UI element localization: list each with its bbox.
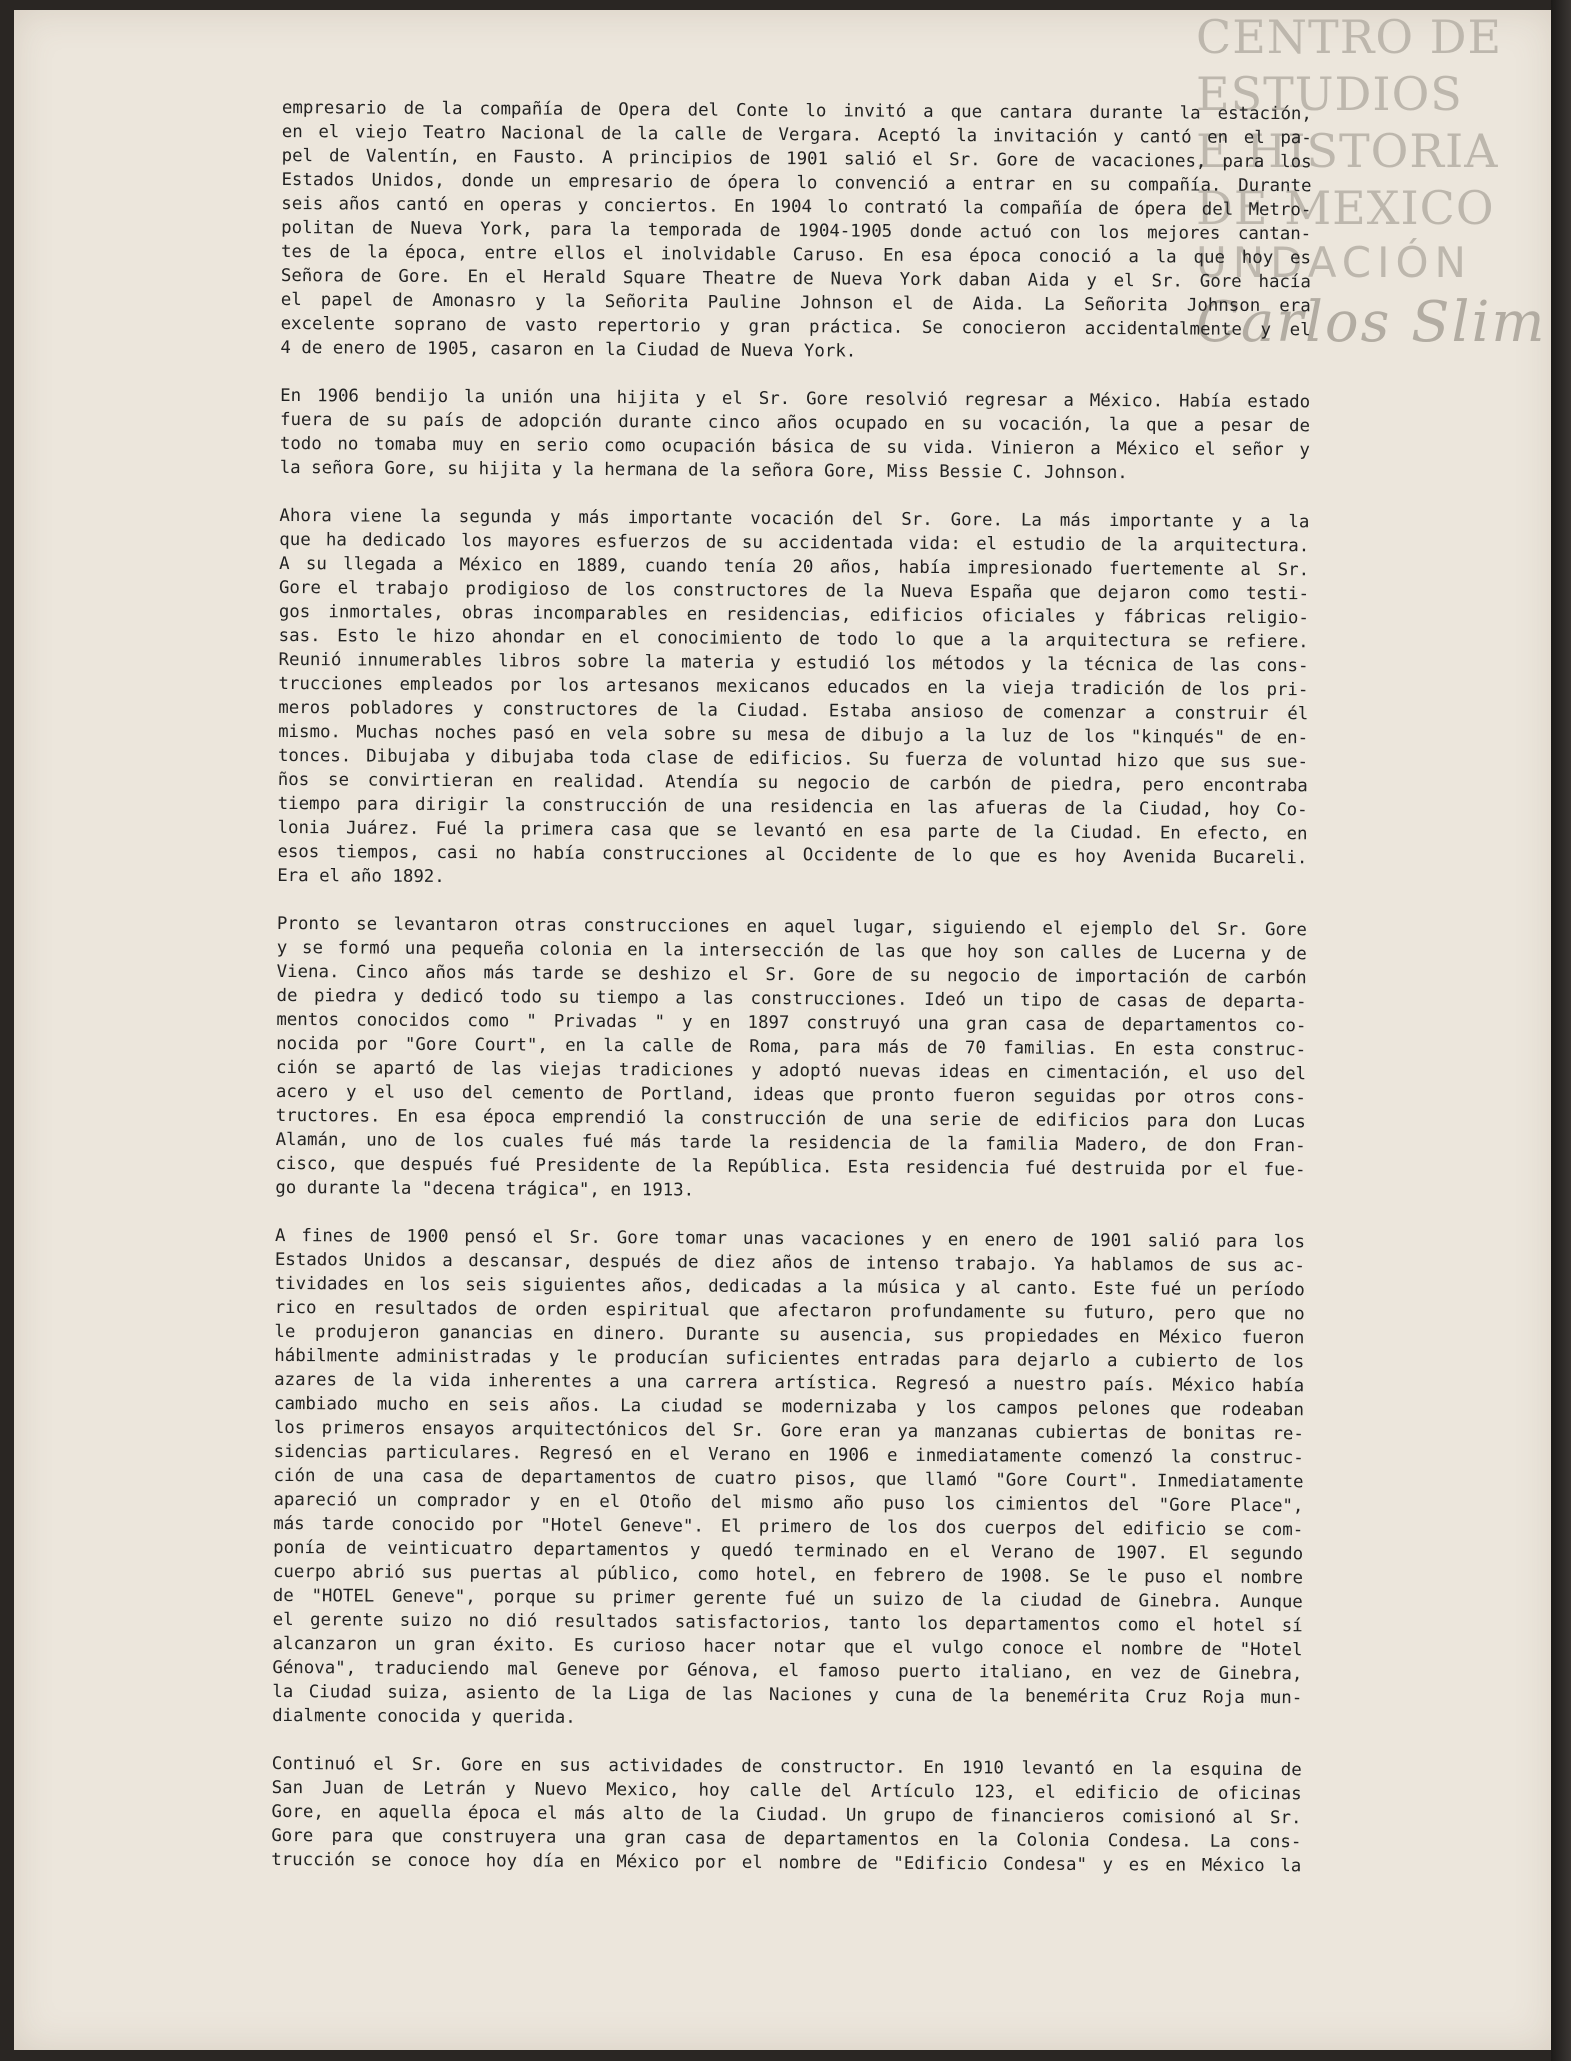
text-line: seis años cantó en operas y conciertos. En 1904 lo contrató la compañía de ópera del Metro- bbox=[281, 193, 1312, 221]
text-line: la señora Gore, su hijita y la hermana de la señora Gore, Miss Bessie C. Johnson. bbox=[279, 457, 1128, 484]
text-line: En 1906 bendijo la unión una hijita y el Sr. Gore resolvió regresar a México. Había estado bbox=[280, 385, 1311, 413]
text-line: tonces. Dibujaba y dibujaba toda clase de edificios. Su fuerza de voluntad hizo que sus sue- bbox=[277, 745, 1309, 773]
text-line: A su llegada a México en 1889, cuando tenía 20 años, había impresionado fuertemente al Sr. bbox=[279, 553, 1310, 581]
text-line: apareció un comprador y en el Otoño del mismo año puso los cimientos del "Gore Place", bbox=[273, 1489, 1304, 1517]
text-line: cisco, que después fué Presidente de la República. Esta residencia fué destruida por el fue- bbox=[275, 1153, 1306, 1181]
text-line: Gore para que construyera una gran casa de departamentos en la Colonia Condesa. La cons- bbox=[271, 1825, 1302, 1853]
text-line: excelente soprano de vasto repertorio y gran práctica. Se conocieron accidentalmente y el bbox=[280, 313, 1311, 341]
text-line: en el viejo Teatro Nacional de la calle de Vergara. Aceptó la invitación y cantó en el pa- bbox=[281, 121, 1312, 149]
text-line: cuerpo abrió sus puertas al público, como hotel, en febrero de 1908. Se le puso el nombre bbox=[272, 1561, 1304, 1589]
text-line: trucciones empleados por los artesanos mexicanos educados en la vieja tradición de los pri- bbox=[278, 673, 1309, 701]
text-line: San Juan de Letrán y Nuevo Mexico, hoy calle del Artículo 123, el edificio de oficinas bbox=[271, 1777, 1302, 1805]
text-line: tiempo para dirigir la construcción de una residencia en las afueras de la Ciudad, hoy Co- bbox=[277, 793, 1308, 821]
text-line: go durante la "decena trágica", en 1913. bbox=[275, 1177, 695, 1201]
text-line: Señora de Gore. En el Herald Square Theatre de Nueva York daban Aida y el Sr. Gore hacía bbox=[280, 265, 1311, 293]
text-line: trucción se conoce hoy día en México por el nombre de "Edificio Condesa" y es en México la bbox=[271, 1849, 1302, 1877]
text-line: Gore, en aquella época el más alto de la Ciudad. Un grupo de financieros comisionó al Sr. bbox=[271, 1801, 1302, 1829]
text-line: de piedra y dedicó todo su tiempo a las construcciones. Ideó un tipo de casas de departa- bbox=[276, 985, 1307, 1013]
text-line: ción se apartó de las viejas tradiciones y adoptó nuevas ideas en cimentación, el uso del bbox=[276, 1057, 1307, 1085]
watermark-line: CENTRO DE bbox=[1196, 10, 1503, 64]
document-body bbox=[271, 96, 1312, 1902]
watermark-line: DE MEXICO bbox=[1196, 181, 1495, 235]
text-line: cambiado mucho en seis años. La ciudad se modernizaba y los campos pelones que rodeaban bbox=[273, 1393, 1305, 1421]
text-line: tividades en los seis siguientes años, dedicadas a la música y al canto. Este fué un período bbox=[274, 1273, 1305, 1301]
text-line: el papel de Amonasro y la Señorita Pauline Johnson el de Aida. La Señorita Johnson era bbox=[280, 289, 1311, 317]
text-line: Era el año 1892. bbox=[277, 865, 445, 888]
text-line: los primeros ensayos arquitectónicos del Sr. Gore eran ya manzanas cubiertas de bonitas re- bbox=[273, 1417, 1304, 1445]
text-line: fuera de su país de adopción durante cinco años ocupado en su vocación, la que a pesar de bbox=[279, 409, 1311, 437]
text-line: esos tiempos, casi no había construcciones al Occidente de lo que es hoy Avenida Bucareli. bbox=[277, 841, 1308, 869]
text-line: Estados Unidos a descansar, después de diez años de intenso trabajo. Ya hablamos de sus ac- bbox=[274, 1249, 1305, 1277]
text-line: dialmente conocida y querida. bbox=[272, 1705, 576, 1728]
text-line: Gore el trabajo prodigioso de los constructores de la Nueva España que dejaron como testi- bbox=[278, 577, 1310, 605]
text-line: empresario de la compañía de Opera del Conte lo invitó a que cantara durante la estación, bbox=[281, 97, 1312, 125]
watermark-line: UNDACIÓN bbox=[1196, 238, 1472, 287]
text-line: Estados Unidos, donde un empresario de ópera lo convenció a entrar en su compañía. Durante bbox=[281, 169, 1312, 197]
text-line: ción de una casa de departamentos de cuatro pisos, que llamó "Gore Court". Inmediatamente bbox=[273, 1465, 1304, 1493]
text-line: mismo. Muchas noches pasó en vela sobre su mesa de dibujo a la luz de los "kinqués" de en- bbox=[278, 721, 1309, 749]
text-line: pel de Valentín, en Fausto. A principios de 1901 salió el Sr. Gore de vacaciones, para los bbox=[281, 145, 1312, 173]
text-line: que ha dedicado los mayores esfuerzos de su accidentada vida: el estudio de la arquitectura. bbox=[279, 529, 1310, 557]
text-line: le produjeron ganancias en dinero. Durante su ausencia, sus propiedades en México fueron bbox=[274, 1321, 1305, 1349]
text-line: gos inmortales, obras incomparables en residencias, edificios oficiales y fábricas religio- bbox=[278, 601, 1309, 629]
text-line: Alamán, uno de los cuales fué más tarde la residencia de la familia Madero, de don Fran- bbox=[275, 1129, 1306, 1157]
text-line: todo no tomaba muy en serio como ocupación básica de su vida. Vinieron a México el señor y bbox=[279, 433, 1310, 461]
text-line: ños se convirtieran en realidad. Atendía su negocio de carbón de piedra, pero encontraba bbox=[277, 769, 1308, 797]
paragraph bbox=[280, 384, 1311, 486]
scanned-page bbox=[14, 10, 1554, 2050]
text-line: nocida por "Gore Court", en la calle de Roma, para más de 70 familias. En esta construc- bbox=[276, 1033, 1307, 1061]
text-line: tructores. En esa época emprendió la construcción de una serie de edificios para don Lucas bbox=[275, 1105, 1306, 1133]
text-line: tes de la época, entre ellos el inolvidable Caruso. En esa época conoció a la que hoy es bbox=[280, 241, 1312, 269]
text-line: Continuó el Sr. Gore en sus actividades de constructor. En 1910 levantó en la esquina de bbox=[271, 1753, 1302, 1781]
text-line: Génova", traduciendo mal Geneve por Génova, el famoso puerto italiano, en vez de Ginebra, bbox=[272, 1657, 1303, 1685]
text-line: y se formó una pequeña colonia en la intersección de las que hoy son calles de Lucerna y de bbox=[276, 937, 1307, 965]
text-line: el gerente suizo no dió resultados satisfactorios, tanto los departamentos como el hotel sí bbox=[272, 1609, 1303, 1637]
text-line: politan de Nueva York, para la temporada de 1904-1905 donde actuó con los mejores cantan- bbox=[281, 217, 1312, 245]
paragraph bbox=[280, 96, 1312, 366]
text-line: de "HOTEL Geneve", porque su primer gerente fué un suizo de la ciudad de Ginebra. Aunque bbox=[272, 1585, 1303, 1613]
paragraph bbox=[277, 504, 1309, 894]
paragraph bbox=[275, 912, 1307, 1206]
text-line: rico en resultados de orden espiritual que afectaron profundamente su futuro, pero que no bbox=[274, 1297, 1305, 1325]
text-line: lonia Juárez. Fué la primera casa que se levantó en esa parte de la Ciudad. En efecto, en bbox=[277, 817, 1308, 845]
text-line: ponía de veinticuatro departamentos y quedó terminado en el Verano de 1907. El segundo bbox=[273, 1537, 1304, 1565]
text-line: Ahora viene la segunda y más importante vocación del Sr. Gore. La más importante y a la bbox=[279, 505, 1310, 533]
watermark-line: ESTUDIOS bbox=[1196, 67, 1463, 121]
watermark-line: E HISTORIA bbox=[1196, 124, 1499, 178]
text-line: acero y el uso del cemento de Portland, ideas que pronto fueron seguidas por otros cons- bbox=[275, 1081, 1306, 1109]
text-line: Viena. Cinco años más tarde se deshizo el Sr. Gore de su negocio de importación de carbón bbox=[276, 961, 1307, 989]
scan-edge bbox=[1551, 0, 1571, 2061]
text-line: sidencias particulares. Regresó en el Verano en 1906 e inmediatamente comenzó la construc- bbox=[273, 1441, 1304, 1469]
paragraph bbox=[272, 1224, 1305, 1734]
text-line: sas. Esto le hizo ahondar en el conocimiento de todo lo que a la arquitectura se refiere. bbox=[278, 625, 1309, 653]
text-line: alcanzaron un gran éxito. Es curioso hacer notar que el vulgo conoce el nombre de "Hotel bbox=[272, 1633, 1303, 1661]
text-line: A fines de 1900 pensó el Sr. Gore tomar unas vacaciones y en enero de 1901 salió para los bbox=[274, 1225, 1306, 1253]
text-line: azares de la vida inherentes a una carrera artística. Regresó a nuestro país. México había bbox=[274, 1369, 1305, 1397]
text-line: mentos conocidos como " Privadas " y en 1897 construyó una gran casa de departamentos co- bbox=[276, 1009, 1307, 1037]
text-line: Pronto se levantaron otras construcciones en aquel lugar, siguiendo el ejemplo del Sr. Gore bbox=[276, 913, 1307, 941]
text-line: más tarde conocido por "Hotel Geneve". El primero de los dos cuerpos del edificio se com- bbox=[273, 1513, 1304, 1541]
text-line: Reunió innumerables libros sobre la materia y estudió los métodos y la técnica de las cons- bbox=[278, 649, 1309, 677]
text-line: 4 de enero de 1905, casaron en la Ciudad de Nueva York. bbox=[280, 337, 857, 362]
paragraph bbox=[271, 1752, 1302, 1878]
text-line: la Ciudad suiza, asiento de la Liga de las Naciones y cuna de la benemérita Cruz Roja mun- bbox=[272, 1681, 1303, 1709]
watermark-signature: Carlos Slim bbox=[1196, 290, 1547, 355]
text-line: hábilmente administradas y le producían suficientes entradas para dejarlo a cubierto de los bbox=[274, 1345, 1305, 1373]
text-line: meros pobladores y constructores de la Ciudad. Estaba ansioso de comenzar a construir él bbox=[278, 697, 1309, 725]
